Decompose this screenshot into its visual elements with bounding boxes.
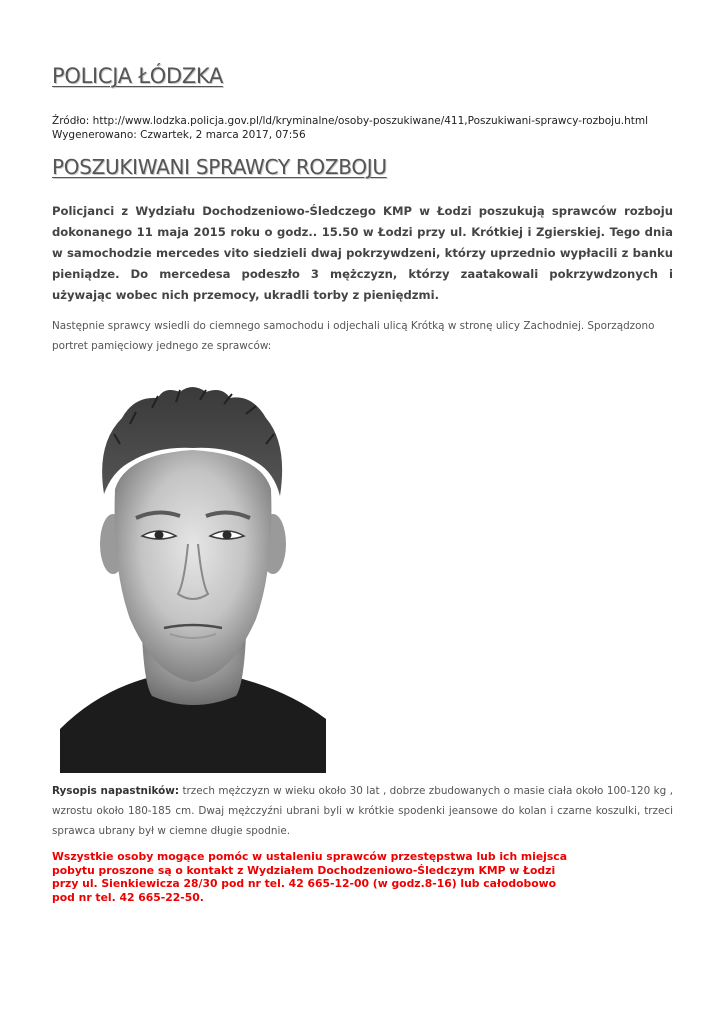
article-body: Następnie sprawcy wsiedli do ciemnego samochodu i odjechali ulicą Krótką w stronę ulicy Zachodniej. Sporządzono portret pamięciowy jednego ze sprawców: [52, 320, 655, 352]
contact-notice: Wszystkie osoby mogące pomóc w ustaleniu sprawców przestępstwa lub ich miejsca pobytu proszone są o kontakt z Wydziałem Dochodzeniowo-Śledczym KMP w Łodzi przy ul. Sienkiewicza 28/30 pod nr tel. 42 665-12-00 (w godz.8-16) lub całodobowo pod nr tel. 42 665-22-50. [52, 850, 567, 904]
source-url: http://www.lodzka.policja.gov.pl/ld/kryminalne/osoby-poszukiwane/411,Poszukiwani-sprawcy-rozboju.html [92, 115, 649, 127]
article-title: POSZUKIWANI SPRAWCY ROZBOJU [52, 155, 387, 179]
generated-label: Wygenerowano: [52, 129, 137, 141]
description-text: trzech mężczyzn w wieku około 30 lat , dobrze zbudowanych o masie ciała około 100-120 kg , wzrostu około 180-185 cm. Dwaj mężczyźni ubrani byli w krótkie spodenki jeansowe do kolan i czarne koszulki, trzeci sprawca ubrany był w ciemne długie spodnie. [52, 785, 673, 837]
source-line [52, 114, 648, 128]
generated-line [52, 128, 648, 142]
document-meta [52, 114, 648, 142]
article-lead: Policjanci z Wydziału Dochodzeniowo-Śledczego KMP w Łodzi poszukują sprawców rozboju dokonanego 11 maja 2015 roku o godz.. 15.50 w Łodzi przy ul. Krótkiej i Zgierskiej. Tego dnia w samochodzie mercedes vito siedzieli dwaj pokrzywdzeni, którzy uprzednio wypłacili z banku pieniądze. Do mercedesa podeszło 3 mężczyzn, którzy zaatakowali pokrzywdzonych i używając wobec nich przemocy, ukradli torby z pieniędzmi. [52, 204, 673, 302]
site-title: POLICJA ŁÓDZKA [52, 64, 224, 88]
generated-date: Czwartek, 2 marca 2017, 07:56 [140, 129, 306, 141]
suspect-description [52, 781, 673, 841]
source-label: Źródło: [52, 115, 90, 127]
suspect-portrait [60, 384, 326, 773]
description-label: Rysopis napastników: [52, 785, 180, 797]
